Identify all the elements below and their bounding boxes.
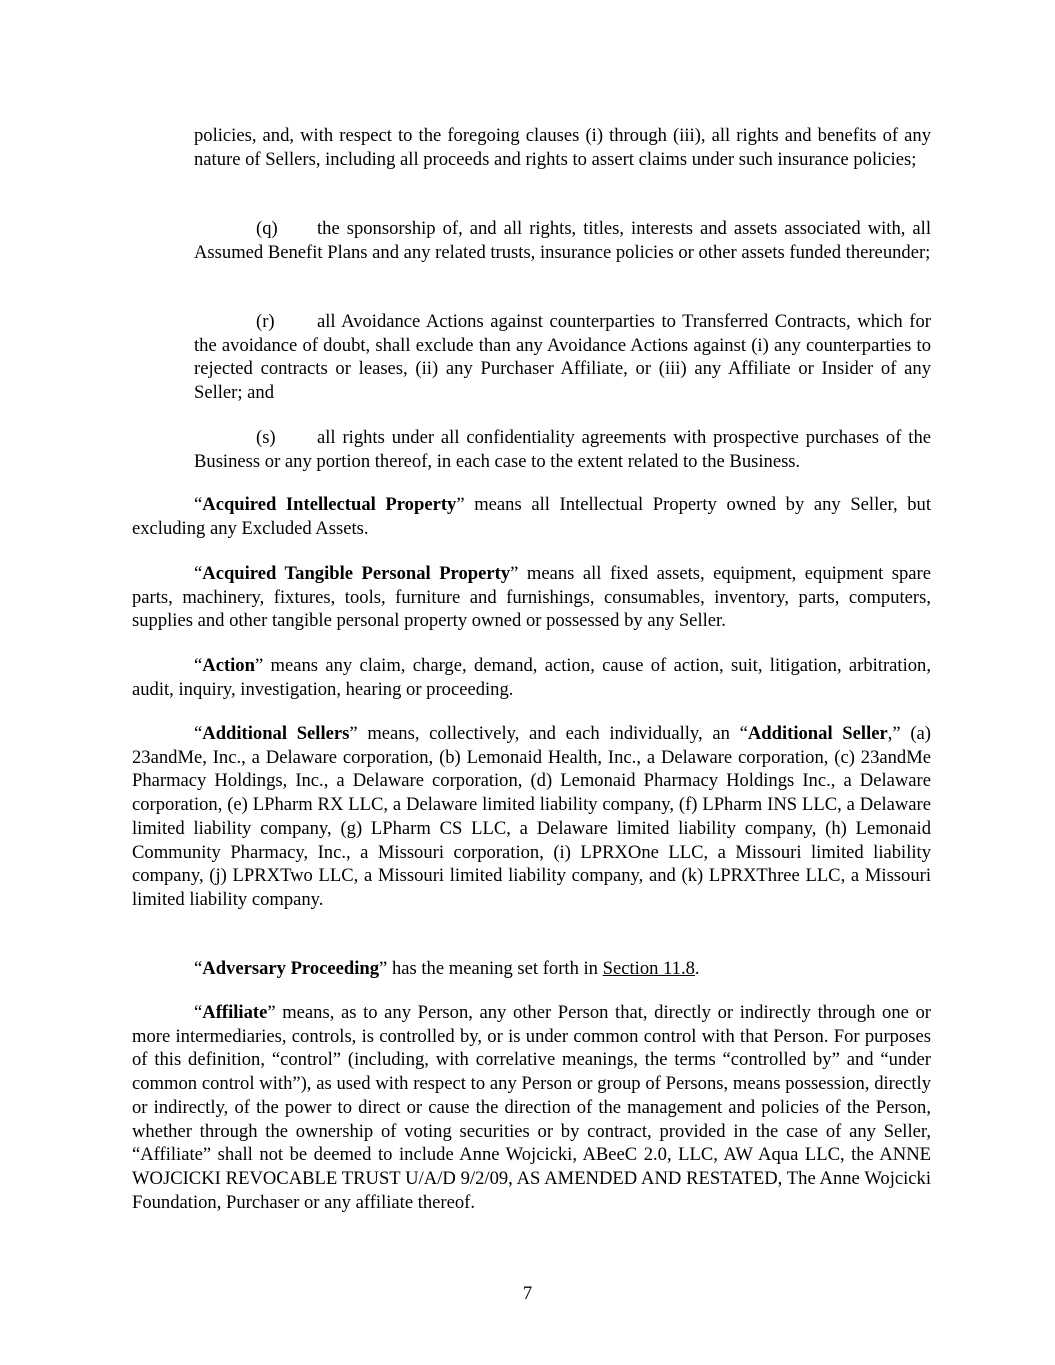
open-quote: “ [194, 494, 203, 515]
open-quote: “ [194, 723, 203, 744]
open-quote: “ [194, 655, 203, 676]
defined-term: Adversary Proceeding [202, 958, 380, 979]
defined-term: Acquired Intellectual Property [202, 494, 457, 515]
definition-text: ” means, as to any Person, any other Person that, directly or indirectly through one or more intermediaries, controls, is controlled by, or is under common control with that Person. For purposes of this definition, “control” (including, with correlative meanings, the terms “controlled by” and “under common control with”), as used with respect to any Person or group of Persons, means possession, directly or indirectly, of the power to direct or cause the direction of the management and policies of the Person, whether through the ownership of voting securities or by contract, provided in the case of any Seller, “Affiliate” shall not be deemed to include Anne Wojcicki, ABeeC 2.0, LLC, AW Aqua LLC, the ANNE WOJCICKI REVOCABLE TRUST U/A/D 9/2/09, AS AMENDED AND RESTATED, The Anne Wojcicki Foundation, Purchaser or any affiliate thereof. [132, 1002, 931, 1213]
definition-adversary-proceeding [132, 957, 931, 981]
definition-text: ” means all Intellectual Property owned by any Seller, but excluding any Excluded Assets. [132, 494, 931, 539]
clause-q [194, 217, 931, 264]
definition-text: ” means any claim, charge, demand, action, cause of action, suit, litigation, arbitration, audit, inquiry, investigation, hearing or proceeding. [132, 655, 931, 700]
definition-acquired-tangible-personal-property [132, 562, 931, 633]
clause-r [194, 310, 931, 405]
clause-r-label: (r) [256, 311, 275, 332]
defined-term: Additional Sellers [202, 723, 350, 744]
definition-acquired-intellectual-property [132, 493, 931, 540]
open-quote: “ [194, 1002, 203, 1023]
definition-action [132, 654, 931, 701]
defined-term: Affiliate [202, 1002, 268, 1023]
definition-additional-sellers [132, 722, 931, 912]
section-cross-reference: Section 11.8 [602, 958, 695, 979]
clause-s [194, 426, 931, 473]
definition-text: ,” (a) 23andMe, Inc., a Delaware corporation, (b) Lemonaid Health, Inc., a Delaware corporation, (c) 23andMe Pharmacy Holdings, Inc., a Delaware corporation, (d) Lemonaid Pharmacy Holdings Inc., a Delaware corporation, (e) LPharm RX LLC, a Delaware limited liability company, (f) LPharm INS LLC, a Delaware limited liability company, (g) LPharm CS LLC, a Delaware limited liability company, (h) Lemonaid Community Pharmacy, Inc., a Missouri corporation, (i) LPRXOne LLC, a Missouri limited liability company, (j) LPRXTwo LLC, a Missouri limited liability company, and (k) LPRXThree LLC, a Missouri limited liability company. [132, 723, 931, 910]
clause-q-label: (q) [256, 218, 278, 239]
definition-text-middle: ” means, collectively, and each individually, an “ [349, 723, 748, 744]
definition-text: . [694, 958, 700, 979]
open-quote: “ [194, 563, 203, 584]
clause-s-label: (s) [256, 427, 276, 448]
clause-q-text: the sponsorship of, and all rights, titles, interests and assets associated with, all Assumed Benefit Plans and any related trusts, insurance policies or other assets funded thereunder; [194, 218, 931, 263]
defined-term: Acquired Tangible Personal Property [202, 563, 511, 584]
definition-text: ” means all fixed assets, equipment, equipment spare parts, machinery, fixtures, tools, furniture and furnishings, consumables, inventory, parts, computers, supplies and other tangible personal property owned or possessed by any Seller. [132, 563, 932, 632]
defined-term: Action [202, 655, 255, 676]
clause-s-text: all rights under all confidentiality agreements with prospective purchases of the Business or any portion thereof, in each case to the extent related to the Business. [194, 427, 931, 472]
definition-text-middle: ” has the meaning set forth in [379, 958, 603, 979]
clause-r-text: all Avoidance Actions against counterparties to Transferred Contracts, which for the avoidance of doubt, shall exclude than any Avoidance Actions against (i) any counterparties to rejected contracts or leases, (ii) any Purchaser Affiliate, or (iii) any Affiliate or Insider of any Seller; and [194, 311, 931, 404]
page-number: 7 [522, 1283, 533, 1304]
definition-affiliate [132, 1001, 931, 1214]
defined-term-secondary: Additional Seller [747, 723, 888, 744]
continuation-paragraph: policies, and, with respect to the foregoing clauses (i) through (iii), all rights and benefits of any nature of Sellers, including all proceeds and rights to assert claims under such insurance policies; [194, 125, 931, 170]
open-quote: “ [194, 958, 203, 979]
